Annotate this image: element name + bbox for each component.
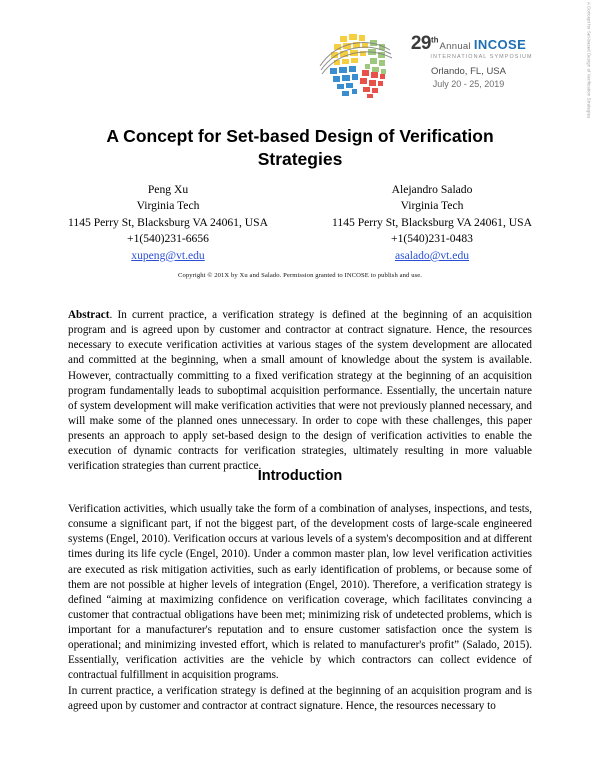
abstract-label: Abstract: [68, 309, 110, 322]
author-email-link[interactable]: asalado@vt.edu: [394, 248, 470, 262]
author-address: 1145 Perry St, Blacksburg VA 24061, USA: [332, 215, 532, 229]
incose-globe-logo-icon: [318, 26, 396, 98]
body-paragraph: Verification activities, which usually take the form of a combination of analyses, inspections, and tests, consume a significant part, if not the biggest part, of the development costs of large-scale engineered systems (Engel, 2010). Verification occurs at various levels of a system's decomposition and at different times during its life cycle (Engel, 2010). Under a common master plan, low level verification activities are executed as risk mitigation activities, such as early identification of problems, or because some of them are not possible at higher levels of integration (Engel, 2010). Therefore, a verification strategy is defined “aiming at maximizing confidence on verification coverage, which facilitates convincing a customer that contractual obligations have been met; minimizing risk of undetected problems, which is important for a manufacturer's reputation and to ensure customer satisfaction once the system is operational; and minimizing invested effort, which is related to manufacturer's profit” (Salado, 2015). Essentially, verification activities are the vehicle by which contractors can collect evidence of contractual fulfillment in acquisition programs.: [68, 503, 532, 682]
author-entry: [300, 182, 564, 264]
side-watermark-text: A Concept for Set-based Design of Verification Strategies: [586, 2, 592, 119]
conference-banner: [318, 26, 533, 104]
author-name: Peng Xu: [147, 183, 189, 196]
author-affiliation: Virginia Tech: [136, 199, 200, 213]
side-watermark: [578, 0, 600, 776]
author-entry: [36, 182, 300, 264]
abstract-text: . In current practice, a verification strategy is defined at the beginning of an acquisition program and is agreed upon by customer and contractor at contract signature. Hence, the resources necessary to execute verification activities at various stages of the system development are allocated and committed at the beginning, when a small amount of knowledge about the system is available. However, contractually committing to a fixed verification strategy at the beginning of an acquisition program fundamentally leads to suboptimal acquisition performance. Essentially, the uncertain nature of system development will make verification activities that were not previously planned necessary, and will make some of the planned ones unnecessary. In order to cope with these challenges, this paper presents an approach to apply set-based design to the design of verification activities to enable the execution of dynamic contracts for verification strategies, ultimately resulting in more valuable verification strategies than current practice.: [68, 309, 532, 473]
copyright-notice: Copyright © 201X by Xu and Salado. Permission granted to INCOSE to publish and use.: [177, 272, 423, 279]
author-block: [36, 182, 564, 264]
paper-title: A Concept for Set-based Design of Verification Strategies: [106, 125, 494, 169]
author-phone: +1(540)231-0483: [391, 232, 473, 246]
author-affiliation: Virginia Tech: [400, 199, 464, 213]
conference-dates: July 20 - 25, 2019: [432, 79, 505, 89]
body-paragraph: In current practice, a verification strategy is defined at the beginning of an acquisition program and is agreed upon by customer and contractor at contract signature. Hence, the resources necessary to: [68, 685, 532, 713]
author-address: 1145 Perry St, Blacksburg VA 24061, USA: [68, 215, 268, 229]
conference-org-name: INCOSE: [473, 37, 527, 52]
author-name: Alejandro Salado: [391, 183, 473, 196]
conference-banner-text: [404, 26, 533, 89]
conference-edition-number: 29: [410, 33, 431, 54]
conference-location: Orlando, FL, USA: [431, 66, 506, 77]
conference-title-line: [404, 34, 533, 53]
conference-annual-label: Annual: [439, 41, 471, 52]
conference-subtitle: INTERNATIONAL SYMPOSIUM: [430, 54, 533, 60]
author-email-link[interactable]: xupeng@vt.edu: [131, 248, 205, 262]
conference-edition-ordinal: th: [430, 35, 439, 45]
section-heading-introduction: Introduction: [257, 468, 343, 485]
author-phone: +1(540)231-6656: [127, 232, 209, 246]
abstract-paragraph: [68, 308, 532, 474]
